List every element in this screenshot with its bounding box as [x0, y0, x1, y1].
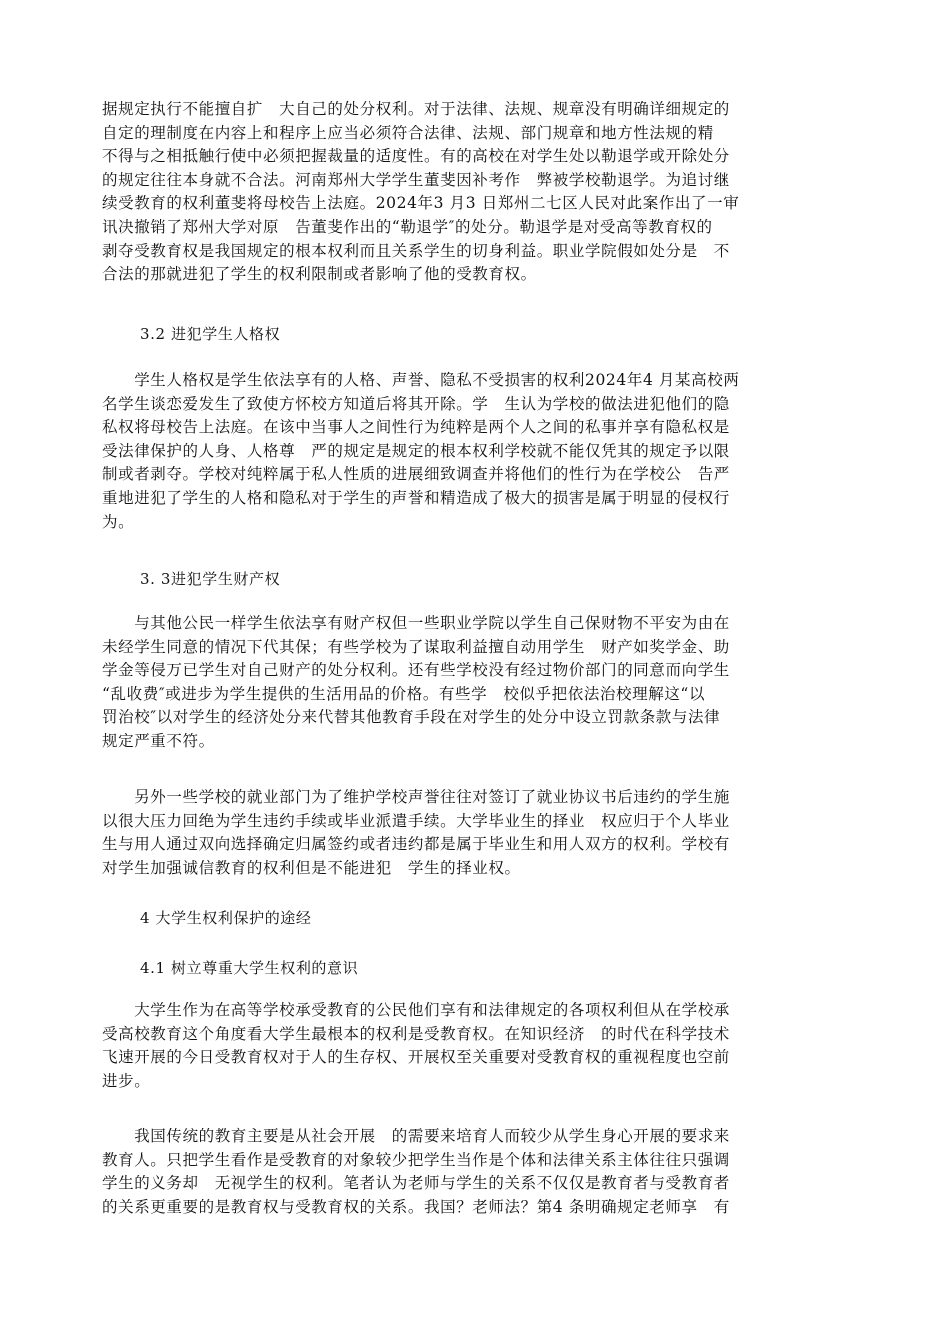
- paragraph-intro-continued: [102, 98, 848, 287]
- text-line: 飞速开展的今日受教育权对于人的生存权、开展权至关重要对受教育权的重视程度也空前: [102, 1048, 730, 1067]
- text-line: 我国传统的教育主要是从社会开展 的需要来培育人而较少从学生身心开展的要求来: [102, 1127, 730, 1145]
- text-line: “乱收费″或进步为学生提供的生活用品的价格。有些学 校似乎把依法治校理解这“以: [102, 684, 706, 703]
- text-line: 学生人格权是学生依法享有的人格、声誉、隐私不受损害的权利2024年4 月某高校两: [102, 371, 740, 389]
- paragraph-education-rights: [102, 999, 848, 1093]
- text-line: 学生的义务却 无视学生的权利。笔者认为老师与学生的关系不仅仅是教育者与受教育者: [102, 1174, 730, 1193]
- section-heading-3-2: 3.2 进犯学生人格权: [140, 325, 281, 343]
- text-line: 不得与之相抵触行使中必须把握裁量的适度性。有的高校在对学生处以勒退学或开除处分: [102, 147, 730, 166]
- text-line: 与其他公民一样学生依法享有财产权但一些职业学院以学生自己保财物不平安为由在: [102, 614, 730, 632]
- text-line: 罚治校″以对学生的经济处分来代替其他教育手段在对学生的处分中设立罚款条款与法律: [102, 708, 721, 727]
- text-line: 以很大压力回绝为学生违约手续或毕业派遣手续。大学毕业生的择业 权应归于个人毕业: [102, 811, 730, 830]
- text-line: 的关系更重要的是教育权与受教育权的关系。我国？老师法？第4 条明确规定老师享 有: [102, 1197, 730, 1216]
- text-line: 未经学生同意的情况下代其保；有些学校为了谋取利益擅自动用学生 财产如奖学金、助: [102, 637, 730, 656]
- text-line: 自定的理制度在内容上和程序上应当必须符合法律、法规、部门规章和地方性法规的精: [102, 123, 714, 142]
- paragraph-employment-rights: [102, 786, 848, 880]
- paragraph-personality-rights: [102, 369, 848, 534]
- paragraph-traditional-education: [102, 1125, 848, 1219]
- text-line: 制或者剥夺。学校对纯粹属于私人性质的进展细致调查并将他们的性行为在学校公 告严: [102, 465, 730, 484]
- text-line: 学金等侵万已学生对自己财产的处分权利。还有些学校没有经过物价部门的同意而向学生: [102, 661, 730, 680]
- text-line: 剥夺受教育权是我国规定的根本权利而且关系学生的切身利益。职业学院假如处分是 不: [102, 241, 730, 260]
- text-line: 对学生加强诚信教育的权利但是不能进犯 学生的择业权。: [102, 858, 521, 877]
- text-line: 续受教育的权利董斐将母校告上法庭。2024年3 月3 日郑州二七区人民对此案作出了一审: [102, 194, 740, 213]
- section-heading-3-3: 3. 3进犯学生财产权: [140, 570, 281, 588]
- text-line: 受高校教育这个角度看大学生最根本的权利是受教育权。在知识经济 的时代在科学技术: [102, 1024, 730, 1043]
- text-line: 名学生谈恋爱发生了致使方怀校方知道后将其开除。学 生认为学校的做法进犯他们的隐: [102, 394, 730, 413]
- text-line: 生与用人通过双向选择确定归属签约或者违约都是属于毕业生和用人双方的权利。学校有: [102, 835, 730, 854]
- text-line: 的规定往往本身就不合法。河南郑州大学学生董斐因补考作 弊被学校勒退学。为追讨继: [102, 170, 730, 189]
- text-line: 为。: [102, 512, 135, 531]
- section-heading-4-1: 4.1 树立尊重大学生权利的意识: [140, 959, 359, 977]
- text-line: 另外一些学校的就业部门为了维护学校声誉往往对签订了就业协议书后违约的学生施: [102, 788, 730, 806]
- text-line: 据规定执行不能擅自扩 大自己的处分权利。对于法律、法规、规章没有明确详细规定的: [102, 100, 730, 118]
- text-line: 讯决撤销了郑州大学对原 告董斐作出的“勒退学″的处分。勒退学是对受高等教育权的: [102, 217, 713, 236]
- text-line: 大学生作为在高等学校承受教育的公民他们享有和法律规定的各项权利但从在学校承: [102, 1001, 730, 1019]
- text-line: 受法律保护的人身、人格尊 严的规定是规定的根本权利学校就不能仅凭其的规定予以限: [102, 441, 730, 460]
- paragraph-property-rights: [102, 612, 848, 754]
- section-heading-4: 4 大学生权利保护的途经: [140, 909, 312, 927]
- text-line: 规定严重不符。: [102, 731, 215, 750]
- text-line: 合法的那就进犯了学生的权利限制或者影响了他的受教育权。: [102, 265, 537, 284]
- text-line: 教育人。只把学生看作是受教育的对象较少把学生当作是个体和法律关系主体往往只强调: [102, 1150, 730, 1169]
- text-line: 进步。: [102, 1071, 151, 1090]
- text-line: 重地进犯了学生的人格和隐私对于学生的声誉和精造成了极大的损害是属于明显的侵权行: [102, 488, 730, 507]
- text-line: 私权将母校告上法庭。在该中当事人之间性行为纯粹是两个人之间的私事并享有隐私权是: [102, 418, 730, 437]
